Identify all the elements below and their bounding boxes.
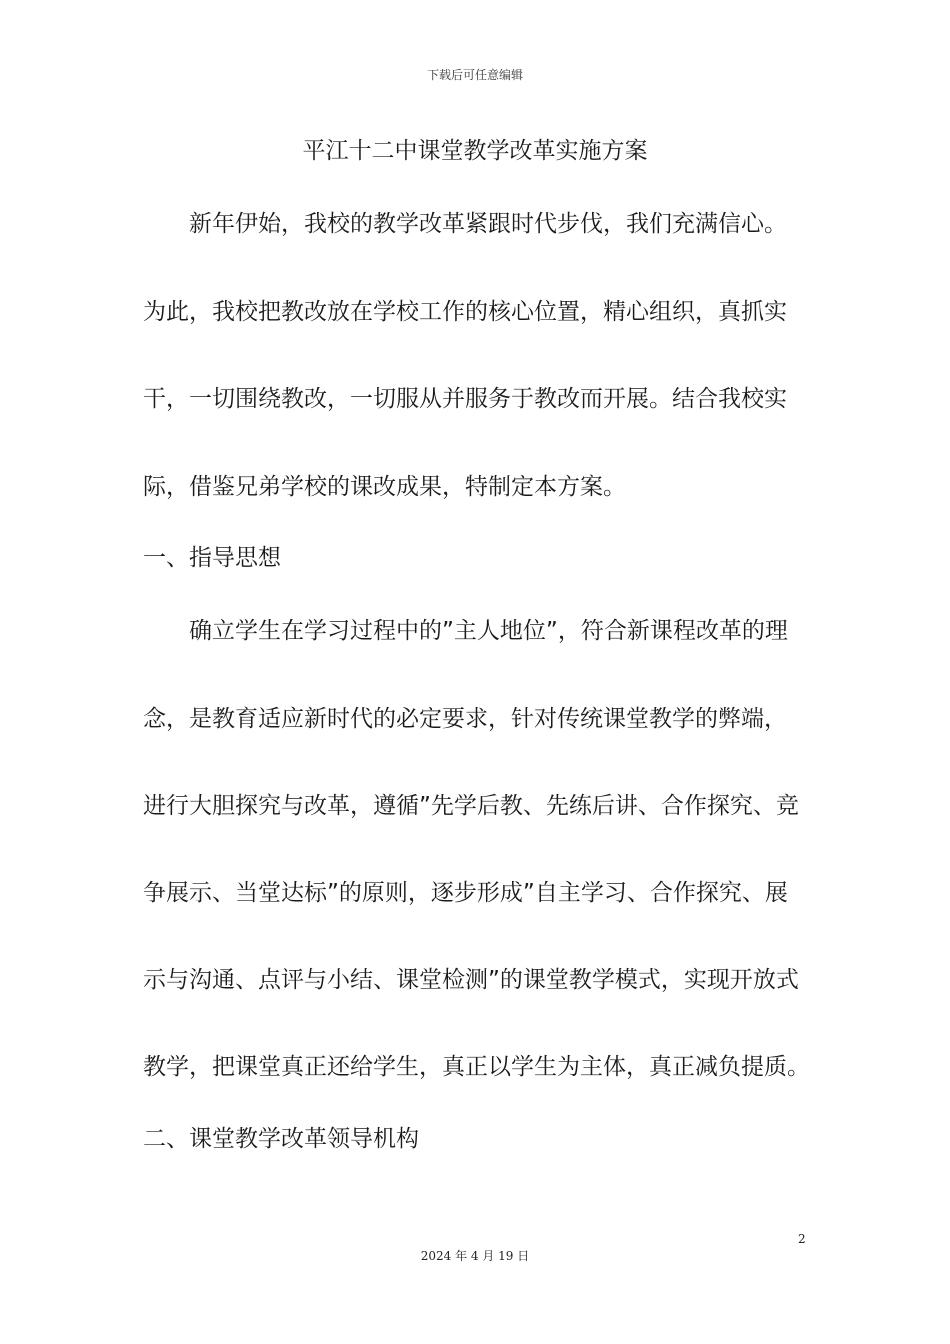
section1-line-1: 确立学生在学习过程中的”主人地位”，符合新课程改革的理 — [189, 618, 788, 644]
page-footer-date: 2024 年 4 月 19 日 — [420, 1249, 530, 1263]
section-heading-leadership: 二、课堂教学改革领导机构 — [143, 1126, 419, 1152]
intro-line-4: 际，借鉴兄弟学校的课改成果，特制定本方案。 — [143, 474, 626, 500]
intro-line-3: 干，一切围绕教改，一切服从并服务于教改而开展。结合我校实 — [143, 386, 787, 412]
section1-line-4: 争展示、当堂达标”的原则，逐步形成”自主学习、合作探究、展 — [143, 880, 788, 906]
section1-line-3: 进行大胆探究与改革，遵循”先学后教、先练后讲、合作探究、竞 — [143, 793, 799, 819]
section1-line-5: 示与沟通、点评与小结、课堂检测”的课堂教学模式，实现开放式 — [143, 967, 799, 993]
page-header: 下载后可任意编辑 — [426, 68, 523, 82]
section-heading-guiding-thought: 一、指导思想 — [143, 545, 281, 571]
intro-line-1: 新年伊始，我校的教学改革紧跟时代步伐，我们充满信心。 — [189, 211, 787, 237]
section1-line-2: 念，是教育适应新时代的必定要求，针对传统课堂教学的弊端， — [143, 706, 787, 732]
section1-line-6: 教学，把课堂真正还给学生，真正以学生为主体，真正减负提质。 — [143, 1054, 810, 1080]
page-number: 2 — [798, 1232, 806, 1246]
document-title: 平江十二中课堂教学改革实施方案 — [302, 138, 648, 164]
intro-line-2: 为此，我校把教改放在学校工作的核心位置，精心组织，真抓实 — [143, 299, 787, 325]
